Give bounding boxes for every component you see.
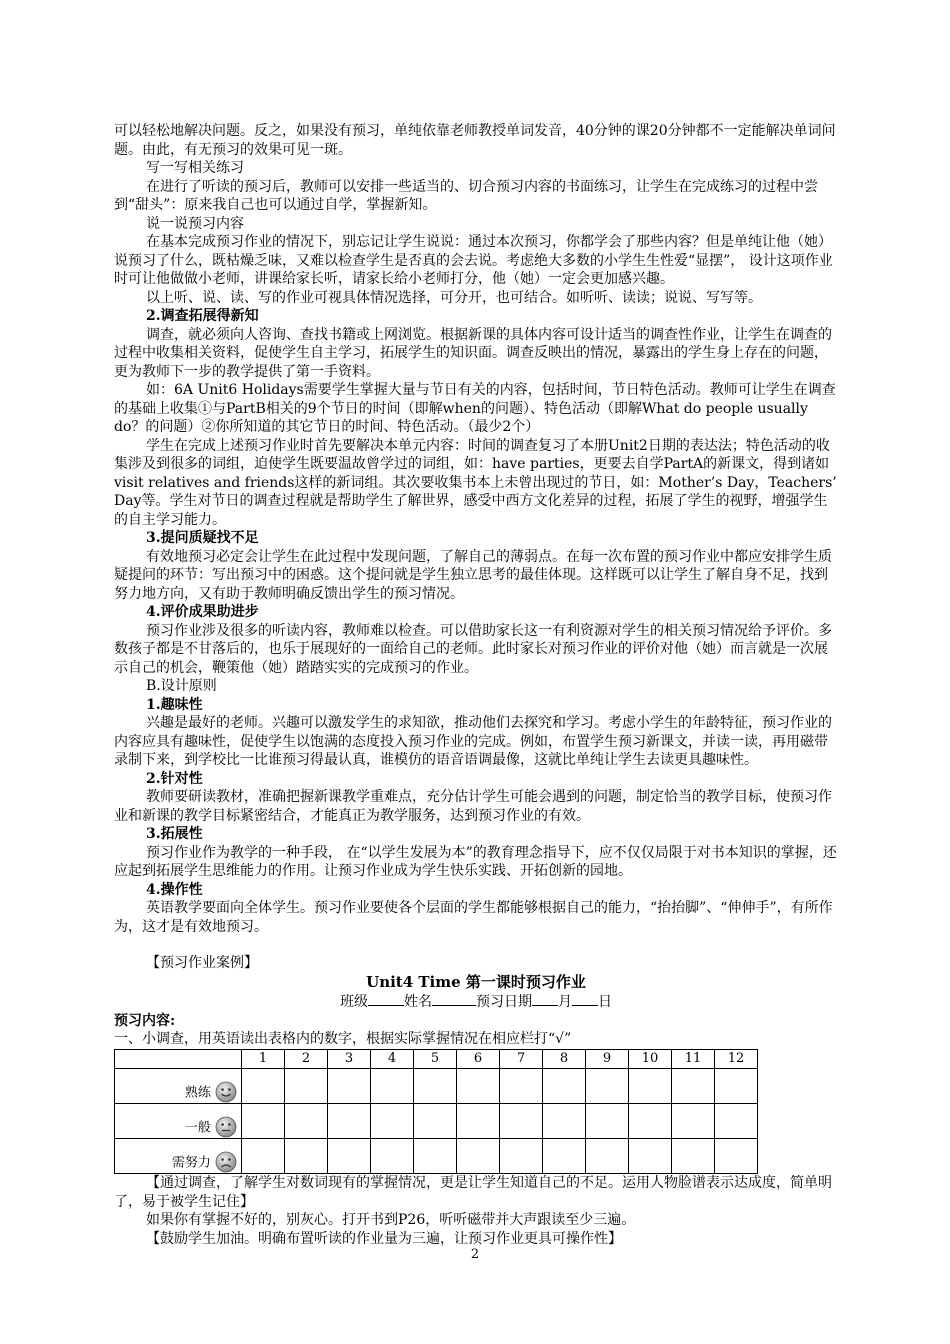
table-cell[interactable] (242, 1139, 285, 1174)
case-note: 【鼓励学生加油。明确布置听读的作业量为三遍，让预习作业更具可操作性】 (146, 1230, 622, 1247)
table-cell[interactable] (672, 1139, 715, 1174)
paragraph: 在进行了听读的预习后，教师可以安排一些适当的、切合预习内容的书面练习，让学生在完成练习的过程中尝到“甜头”：原来我自己也可以通过自学，掌握新知。 (114, 178, 818, 213)
paragraph: 以上听、说、读、写的作业可视具体情况选择，可分开，也可结合。如听听、读读；说说、写写等。 (146, 289, 762, 306)
case-title: Unit4 Time 第一课时预习作业 (366, 972, 586, 991)
row-label: 熟练 (184, 1085, 211, 1101)
table-header-row (115, 1049, 758, 1069)
table-cell[interactable] (500, 1069, 543, 1104)
table-cell[interactable] (328, 1069, 371, 1104)
task-one: 一、小调查，用英语读出表格内的数字，根据实际掌握情况在相应栏打“√” (114, 1031, 572, 1047)
document-body (114, 122, 838, 1248)
table-cell[interactable] (543, 1069, 586, 1104)
class-blank (368, 991, 404, 1006)
paragraph: 可以轻松地解决问题。反之，如果没有预习，单纯依靠老师教授单词发音，40分钟的课20分钟都不一定能解决单词问题。由此，有无预习的效果可见一斑。 (114, 123, 836, 158)
principle-heading-interest: 1.趣味性 (146, 696, 203, 713)
table-cell[interactable] (543, 1104, 586, 1139)
column-header: 4 (371, 1049, 414, 1069)
paragraph: 教师要研读教材，准确把握新课教学重难点，充分估计学生可能会遇到的问题，制定恰当的教学目标，使预习作业和新课的教学目标紧密结合，才能真正为教学服务，达到预习作业的有效。 (114, 789, 832, 824)
column-header: 3 (328, 1049, 371, 1069)
paragraph: 预习作业作为教学的一种手段， 在“以学生发展为本”的教育理念指导下，应不仅仅局限于对书本知识的掌握，还应起到拓展学生思维能力的作用。让预习作业成为学生快乐实践、开拓创新的园地。 (114, 844, 837, 879)
table-cell[interactable] (242, 1104, 285, 1139)
column-header: 8 (543, 1049, 586, 1069)
column-header: 5 (414, 1049, 457, 1069)
table-cell[interactable] (500, 1104, 543, 1139)
case-note: 【通过调查，了解学生对数词现有的掌握情况，更是让学生知道自己的不足。运用人物脸谱表示达成度，简单明了，易于被学生记住】 (114, 1175, 832, 1210)
table-cell[interactable] (414, 1069, 457, 1104)
month-blank (532, 991, 558, 1006)
paragraph: 英语教学要面向全体学生。预习作业要使各个层面的学生都能够根据自己的能力，“抬抬脚”、“伸伸手”，有所作为，这才是有效地预习。 (114, 900, 833, 935)
table-cell[interactable] (414, 1139, 457, 1174)
table-cell[interactable] (457, 1069, 500, 1104)
table-cell[interactable] (715, 1104, 758, 1139)
subheading-write: 写一写相关练习 (146, 160, 244, 176)
table-row (115, 1104, 758, 1139)
table-cell[interactable] (543, 1139, 586, 1174)
section-heading-evaluation: 4.评价成果助进步 (146, 604, 259, 620)
table-row (115, 1139, 758, 1174)
table-cell[interactable] (285, 1104, 328, 1139)
principle-heading-target: 2.针对性 (146, 770, 203, 787)
section-heading-principles: B.设计原则 (146, 678, 217, 694)
table-cell[interactable] (242, 1069, 285, 1104)
section-heading-survey: 2.调查拓展得新知 (146, 308, 259, 324)
table-row (115, 1069, 758, 1104)
page-number: 2 (470, 1247, 480, 1262)
class-label: 班级 (340, 994, 368, 1010)
column-header: 7 (500, 1049, 543, 1069)
name-blank (432, 991, 476, 1006)
month-label: 月 (558, 994, 572, 1010)
row-label-cell (115, 1069, 242, 1104)
column-header: 1 (242, 1049, 285, 1069)
column-header: 9 (586, 1049, 629, 1069)
row-label-cell (115, 1139, 242, 1174)
day-blank (572, 991, 598, 1006)
table-cell[interactable] (715, 1069, 758, 1104)
paragraph: 有效地预习必定会让学生在此过程中发现问题，了解自己的薄弱点。在每一次布置的预习作业中都应安排学生质疑提问的环节：写出预习中的困惑。这个提问就是学生独立思考的最佳体现。这样既可以让学生了解自身不足，找到努力地方向，又有助于教师明确反馈出学生的预习情况。 (114, 548, 832, 602)
paragraph: 如：6A Unit6 Holidays需要学生掌握大量与节日有关的内容，包括时间，节日特色活动。教师可让学生在调查的基础上收集①与PartB相关的9个节日的时间（即解when的问题）、特色活动（即解What do people usually do？的问题）②你所知道的其它节日的时间、特色活动。（最少2个） (114, 382, 836, 435)
paragraph: 在基本完成预习作业的情况下，别忘记让学生说说：通过本次预习，你都学会了那些内容？但是单纯让他（她）说预习了什么，既枯燥乏味，又难以检查学生是否真的会去说。考虑绝大多数的小学生生性爱“显摆”， 设计这项作业时可让他做做小老师，讲课给家长听，请家长给小老师打分，他（她）一定会更加感兴趣。 (114, 234, 833, 287)
table-cell[interactable] (500, 1139, 543, 1174)
neutral-face-icon (215, 1116, 237, 1138)
paragraph: 兴趣是最好的老师。兴趣可以激发学生的求知欲，推动他们去探究和学习。考虑小学生的年龄特征，预习作业的内容应具有趣味性，促使学生以饱满的态度投入预习作业的完成。例如，布置学生预习新课文，并读一读，再用磁带录制下来，到学校比一比谁预习得最认真，谁模仿的语音语调最像，这就比单纯让学生去读更具趣味性。 (114, 715, 832, 768)
principle-heading-extension: 3.拓展性 (146, 826, 203, 842)
table-cell[interactable] (371, 1069, 414, 1104)
table-cell[interactable] (328, 1104, 371, 1139)
table-cell[interactable] (586, 1069, 629, 1104)
row-label: 需努力 (171, 1155, 211, 1171)
table-cell[interactable] (414, 1104, 457, 1139)
column-header: 2 (285, 1049, 328, 1069)
date-label: 预习日期 (476, 994, 532, 1010)
table-cell[interactable] (285, 1139, 328, 1174)
section-heading-questions: 3.提问质疑找不足 (146, 530, 259, 546)
column-header: 10 (629, 1049, 672, 1069)
paragraph: 调查，就必须向人咨询、查找书籍或上网浏览。根据新课的具体内容可设计适当的调查性作业，让学生在调查的过程中收集相关资料，促使学生自主学习，拓展学生的知识面。调查反映出的情况，暴露出的学生身上存在的问题，更为教师下一步的教学提供了第一手资料。 (114, 326, 832, 380)
table-cell[interactable] (715, 1139, 758, 1174)
table-cell[interactable] (371, 1139, 414, 1174)
paragraph: 学生在完成上述预习作业时首先要解决本单元内容：时间的调查复习了本册Unit2日期的表达法；特色活动的收集涉及到很多的词组，迫使学生既要温故曾学过的词组，如：have parties，更要去自学PartA的新课文，得到诸如visit relatives and friends这样的新词组。其次要收集书本上未曾出现过的节日，如：Mother’s Day，Teachers’ Day等。学生对节日的调查过程就是帮助学生了解世界，感受中西方文化差异的过程，拓展了学生的视野，增强学生的自主学习能力。 (114, 437, 837, 528)
column-header: 6 (457, 1049, 500, 1069)
table-cell[interactable] (328, 1139, 371, 1174)
column-header: 11 (672, 1049, 715, 1069)
day-label: 日 (598, 994, 612, 1010)
table-cell[interactable] (629, 1139, 672, 1174)
subheading-speak: 说一说预习内容 (146, 215, 244, 232)
case-heading: 【预习作业案例】 (146, 955, 258, 971)
paragraph: 预习作业涉及很多的听读内容，教师难以检查。可以借助家长这一有利资源对学生的相关预习情况给予评价。多数孩子都是不甘落后的，也乐于展现好的一面给自己的老师。此时家长对预习作业的评价对他（她）而言就是一次展示自己的机会，鞭策他（她）踏踏实实的完成预习的作业。 (114, 622, 832, 676)
row-label: 一般 (184, 1120, 211, 1136)
content-label: 预习内容: (114, 1012, 176, 1029)
table-cell[interactable] (457, 1139, 500, 1174)
table-cell[interactable] (371, 1104, 414, 1139)
table-cell[interactable] (672, 1104, 715, 1139)
table-cell[interactable] (586, 1139, 629, 1174)
table-cell[interactable] (586, 1104, 629, 1139)
survey-table (114, 1049, 758, 1175)
table-cell[interactable] (672, 1069, 715, 1104)
row-label-cell (115, 1104, 242, 1139)
column-header: 12 (715, 1049, 758, 1069)
sad-face-icon (215, 1151, 237, 1173)
table-cell[interactable] (285, 1069, 328, 1104)
case-instruction: 如果你有掌握不好的，别灰心。打开书到P26，听听磁带并大声跟读至少三遍。 (146, 1212, 636, 1228)
case-info-line (114, 991, 838, 1012)
table-cell[interactable] (457, 1104, 500, 1139)
name-label: 姓名 (404, 994, 432, 1010)
principle-heading-operability: 4.操作性 (146, 881, 203, 898)
table-corner-cell (115, 1049, 242, 1069)
table-cell[interactable] (629, 1104, 672, 1139)
table-cell[interactable] (629, 1069, 672, 1104)
smile-face-icon (215, 1081, 237, 1103)
